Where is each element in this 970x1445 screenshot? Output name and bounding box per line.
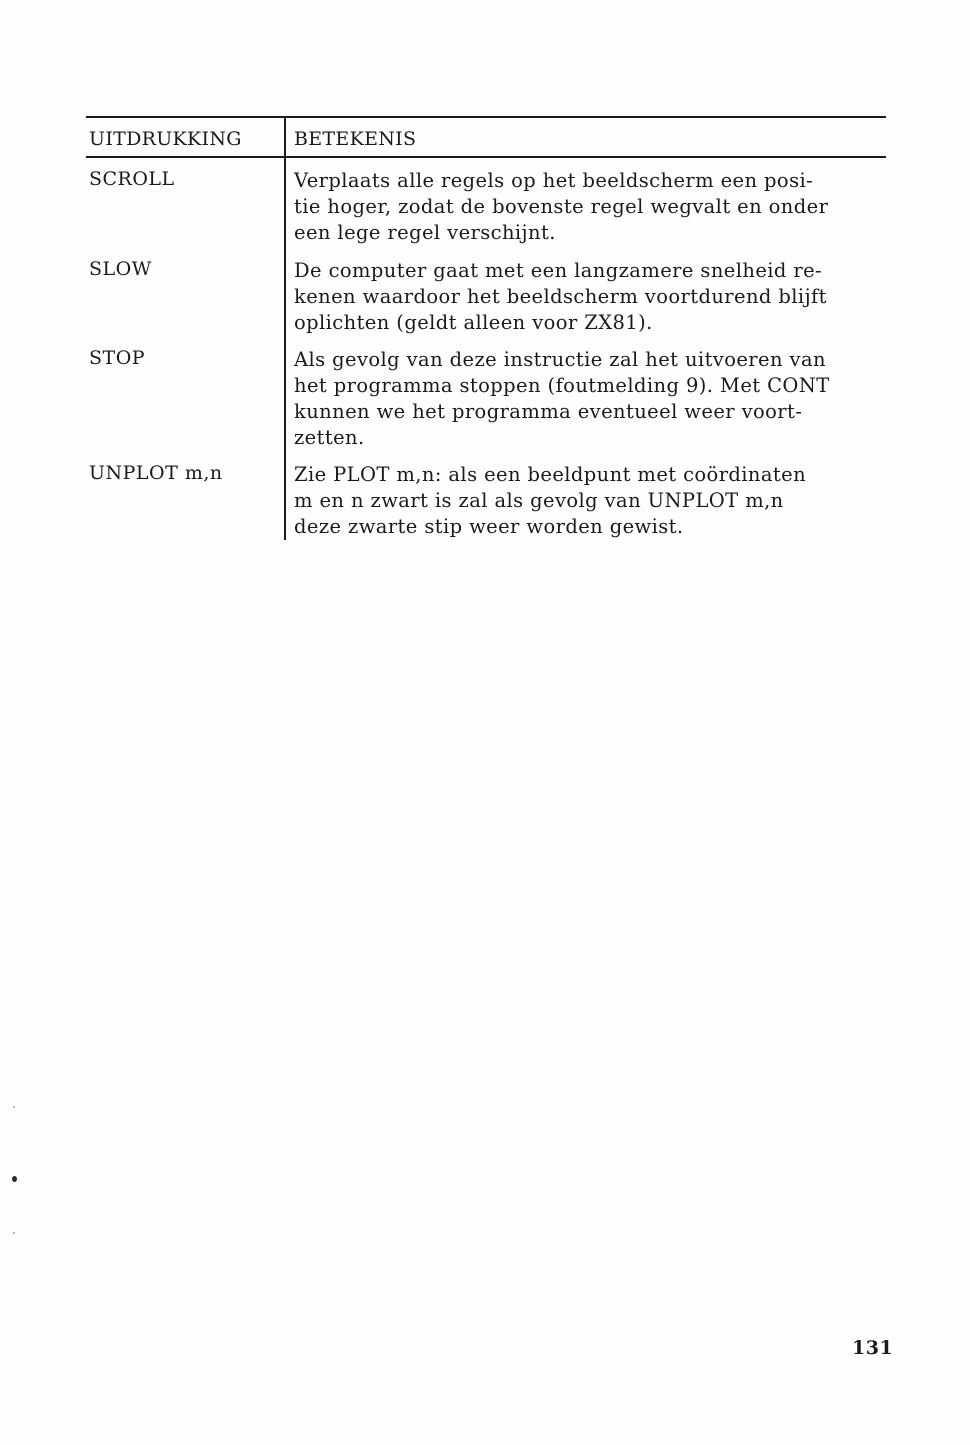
- meaning-line: Verplaats alle regels op het beeldscherm een posi-: [294, 169, 814, 192]
- scan-speck: [13, 1232, 15, 1234]
- term-cell: SLOW: [89, 258, 152, 280]
- meaning-line: tie hoger, zodat de bovenste regel wegvalt en onder: [294, 195, 829, 218]
- meaning-cell: [294, 258, 894, 336]
- meaning-line: kunnen we het programma eventueel weer voort-: [294, 400, 803, 423]
- meaning-line: Als gevolg van deze instructie zal het uitvoeren van: [294, 348, 826, 371]
- meaning-line: zetten.: [294, 426, 365, 449]
- meaning-line: een lege regel verschijnt.: [294, 221, 556, 244]
- meaning-line: m en n zwart is zal als gevolg van UNPLOT m,n: [294, 489, 784, 512]
- meaning-line: oplichten (geldt alleen voor ZX81).: [294, 311, 653, 334]
- table-column-divider: [284, 116, 286, 540]
- meaning-cell: [294, 168, 894, 246]
- term-cell: SCROLL: [89, 168, 175, 190]
- meaning-line: deze zwarte stip weer worden gewist.: [294, 515, 684, 538]
- meaning-line: De computer gaat met een langzamere snelheid re-: [294, 259, 823, 282]
- page-number: 131: [852, 1337, 894, 1359]
- table-header-rule: [86, 156, 886, 158]
- term-cell: UNPLOT m,n: [89, 462, 223, 484]
- meaning-line: kenen waardoor het beeldscherm voortdurend blijft: [294, 285, 827, 308]
- table-top-rule: [86, 116, 886, 118]
- scan-speck: [13, 1106, 15, 1108]
- meaning-line: het programma stoppen (foutmelding 9). Met CONT: [294, 374, 830, 397]
- meaning-line: Zie PLOT m,n: als een beeldpunt met coördinaten: [294, 463, 807, 486]
- column-header-term: UITDRUKKING: [89, 128, 242, 150]
- meaning-cell: [294, 462, 894, 540]
- scan-speck: [12, 1176, 17, 1182]
- meaning-cell: [294, 347, 894, 451]
- column-header-meaning: BETEKENIS: [294, 128, 417, 150]
- term-cell: STOP: [89, 347, 146, 369]
